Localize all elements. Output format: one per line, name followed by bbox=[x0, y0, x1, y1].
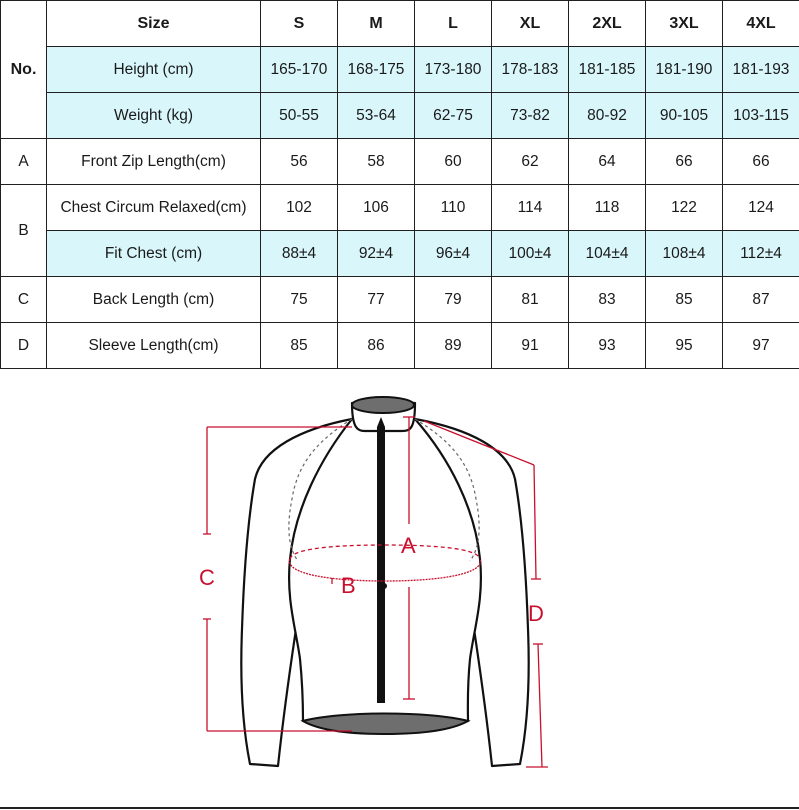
row-label: Back Length (cm) bbox=[47, 277, 261, 323]
table-cell: 80-92 bbox=[569, 93, 646, 139]
size-col-3xl: 3XL bbox=[646, 1, 723, 47]
table-cell: 89 bbox=[415, 323, 492, 369]
table-cell: 77 bbox=[338, 277, 415, 323]
table-cell: 173-180 bbox=[415, 47, 492, 93]
table-row bbox=[1, 323, 799, 369]
row-code: D bbox=[1, 323, 47, 369]
table-cell: 122 bbox=[646, 185, 723, 231]
table-cell: 92±4 bbox=[338, 231, 415, 277]
size-col-4xl: 4XL bbox=[723, 1, 799, 47]
table-cell: 88±4 bbox=[261, 231, 338, 277]
row-code: A bbox=[1, 139, 47, 185]
table-cell: 66 bbox=[646, 139, 723, 185]
table-row bbox=[1, 139, 799, 185]
table-cell: 112±4 bbox=[723, 231, 799, 277]
table-cell: 79 bbox=[415, 277, 492, 323]
table-cell: 165-170 bbox=[261, 47, 338, 93]
table-cell: 86 bbox=[338, 323, 415, 369]
row-code: B bbox=[1, 185, 47, 277]
table-cell: 81 bbox=[492, 277, 569, 323]
table-cell: 83 bbox=[569, 277, 646, 323]
table-row bbox=[1, 185, 799, 231]
header-row bbox=[1, 1, 799, 47]
size-col-xl: XL bbox=[492, 1, 569, 47]
table-cell: 91 bbox=[492, 323, 569, 369]
table-row bbox=[1, 47, 799, 93]
table-row bbox=[1, 277, 799, 323]
table-cell: 73-82 bbox=[492, 93, 569, 139]
table-cell: 93 bbox=[569, 323, 646, 369]
table-cell: 96±4 bbox=[415, 231, 492, 277]
table-cell: 181-193 bbox=[723, 47, 799, 93]
table-cell: 104±4 bbox=[569, 231, 646, 277]
table-cell: 64 bbox=[569, 139, 646, 185]
row-label: Chest Circum Relaxed(cm) bbox=[47, 185, 261, 231]
table-cell: 60 bbox=[415, 139, 492, 185]
table-cell: 168-175 bbox=[338, 47, 415, 93]
table-cell: 108±4 bbox=[646, 231, 723, 277]
table-cell: 85 bbox=[646, 277, 723, 323]
collar-opening bbox=[352, 397, 414, 413]
chest-center-dot bbox=[381, 583, 387, 589]
no-header: No. bbox=[1, 1, 47, 139]
table-cell: 85 bbox=[261, 323, 338, 369]
size-col-s: S bbox=[261, 1, 338, 47]
table-cell: 62 bbox=[492, 139, 569, 185]
table-cell: 106 bbox=[338, 185, 415, 231]
row-code: C bbox=[1, 277, 47, 323]
table-cell: 58 bbox=[338, 139, 415, 185]
label-c: C bbox=[199, 565, 215, 590]
table-row bbox=[1, 231, 799, 277]
table-cell: 114 bbox=[492, 185, 569, 231]
zipper bbox=[377, 427, 385, 703]
size-header: Size bbox=[47, 1, 261, 47]
table-cell: 110 bbox=[415, 185, 492, 231]
table-cell: 56 bbox=[261, 139, 338, 185]
size-col-l: L bbox=[415, 1, 492, 47]
table-cell: 66 bbox=[723, 139, 799, 185]
table-row bbox=[1, 93, 799, 139]
label-d: D bbox=[528, 601, 544, 626]
row-label: Front Zip Length(cm) bbox=[47, 139, 261, 185]
label-a: A bbox=[401, 533, 416, 558]
table-cell: 103-115 bbox=[723, 93, 799, 139]
table-cell: 181-190 bbox=[646, 47, 723, 93]
table-cell: 95 bbox=[646, 323, 723, 369]
table-cell: 90-105 bbox=[646, 93, 723, 139]
table-cell: 100±4 bbox=[492, 231, 569, 277]
size-chart-table bbox=[0, 0, 799, 369]
label-b: B bbox=[341, 573, 356, 598]
size-col-m: M bbox=[338, 1, 415, 47]
jacket-diagram bbox=[0, 368, 799, 809]
row-label: Sleeve Length(cm) bbox=[47, 323, 261, 369]
table-cell: 87 bbox=[723, 277, 799, 323]
table-cell: 178-183 bbox=[492, 47, 569, 93]
table-cell: 181-185 bbox=[569, 47, 646, 93]
row-label: Weight (kg) bbox=[47, 93, 261, 139]
table-cell: 75 bbox=[261, 277, 338, 323]
table-cell: 124 bbox=[723, 185, 799, 231]
table-cell: 102 bbox=[261, 185, 338, 231]
table-cell: 62-75 bbox=[415, 93, 492, 139]
table-cell: 50-55 bbox=[261, 93, 338, 139]
row-label: Height (cm) bbox=[47, 47, 261, 93]
size-col-2xl: 2XL bbox=[569, 1, 646, 47]
table-cell: 97 bbox=[723, 323, 799, 369]
table-cell: 118 bbox=[569, 185, 646, 231]
jacket-illustration bbox=[0, 369, 799, 810]
row-label: Fit Chest (cm) bbox=[47, 231, 261, 277]
table-cell: 53-64 bbox=[338, 93, 415, 139]
